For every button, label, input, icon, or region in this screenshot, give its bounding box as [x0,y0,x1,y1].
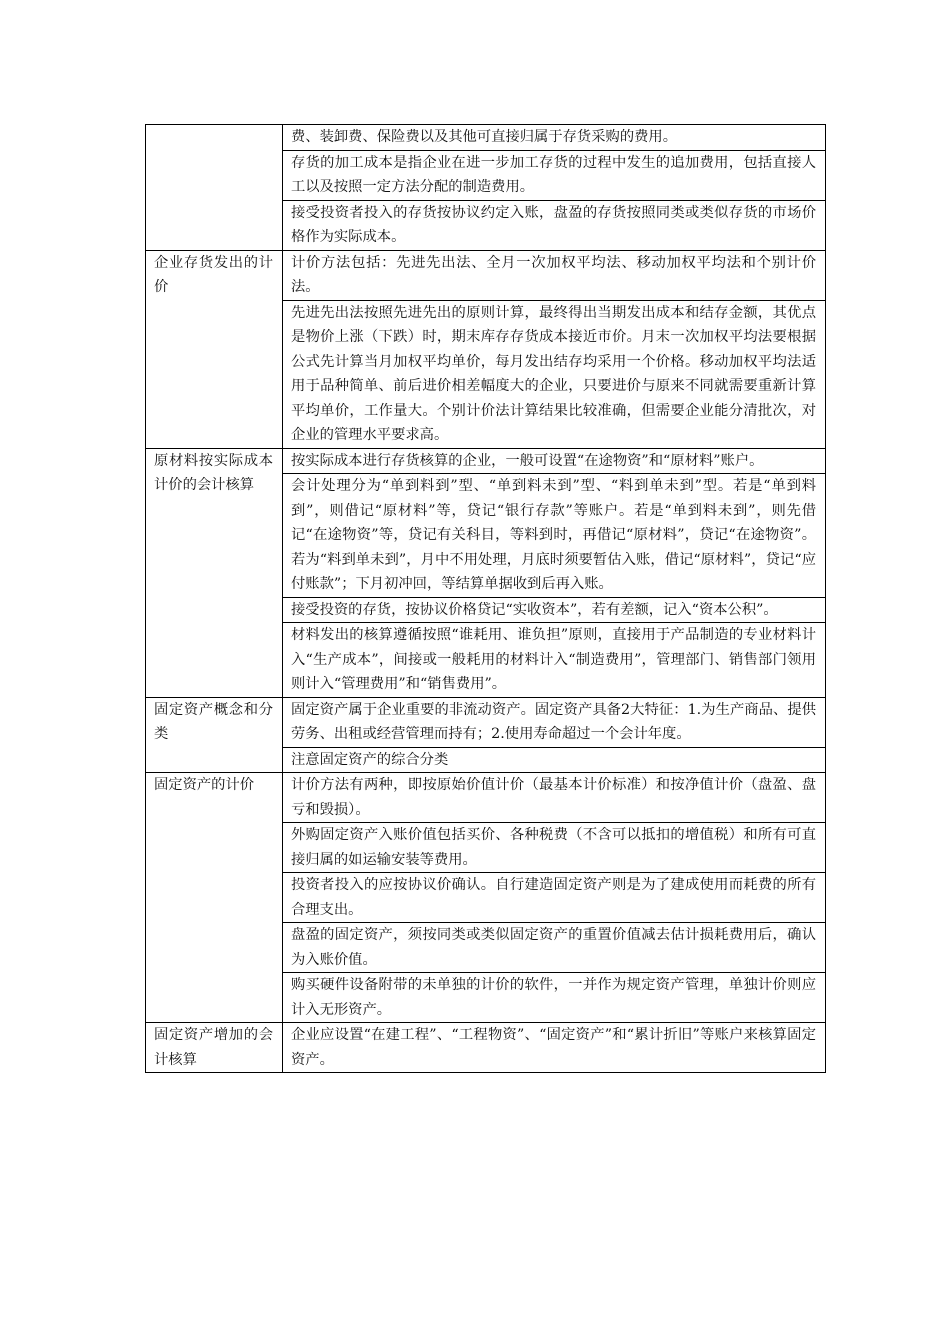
point-cell: 购买硬件设备附带的未单独的计价的软件，一并作为规定资产管理，单独计价则应计入无形资产。 [283,973,826,1023]
point-cell: 会计处理分为“单到料到”型、“单到料未到”型、“料到单未到”型。若是“单到料到”，则借记“原材料”等，贷记“银行存款”等账户。若是“单到料未到”，则先借记“在途物资”等，贷记有关科目，等料到时，再借记“原材料”，贷记“在途物资”。若为“料到单未到”，月中不用处理，月底时须要暂估入账，借记“原材料”，贷记“应付账款”；下月初冲回，等结算单据收到后再入账。 [283,474,826,598]
table-row [146,773,826,823]
point-cell: 接受投资者投入的存货按协议约定入账，盘盈的存货按照同类或类似存货的市场价格作为实际成本。 [283,200,826,250]
topic-cell: 固定资产增加的会计核算 [146,1023,283,1073]
point-cell: 计价方法包括：先进先出法、全月一次加权平均法、移动加权平均法和个别计价法。 [283,250,826,300]
point-cell: 盘盈的固定资产，须按同类或类似固定资产的重置价值减去估计损耗费用后，确认为入账价值。 [283,923,826,973]
topic-cell: 固定资产概念和分类 [146,697,283,773]
notes-table-body [146,125,826,1073]
topic-cell: 固定资产的计价 [146,773,283,1023]
topic-cell: 企业存货发出的计价 [146,250,283,448]
point-cell: 材料发出的核算遵循按照“谁耗用、谁负担”原则，直接用于产品制造的专业材料计入“生产成本”，间接或一般耗用的材料计入“制造费用”，管理部门、销售部门领用则计入“管理费用”和“销售费用”。 [283,623,826,698]
topic-cell [146,125,283,251]
point-cell: 外购固定资产入账价值包括买价、各种税费（不含可以抵扣的增值税）和所有可直接归属的如运输安装等费用。 [283,823,826,873]
point-cell: 接受投资的存货，按协议价格贷记“实收资本”，若有差额，记入“资本公积”。 [283,597,826,623]
table-row [146,1023,826,1073]
point-cell: 按实际成本进行存货核算的企业，一般可设置“在途物资”和“原材料”账户。 [283,448,826,474]
point-cell: 注意固定资产的综合分类 [283,747,826,773]
point-cell: 计价方法有两种，即按原始价值计价（最基本计价标准）和按净值计价（盘盈、盘亏和毁损）。 [283,773,826,823]
point-cell: 投资者投入的应按协议价确认。自行建造固定资产则是为了建成使用而耗费的所有合理支出。 [283,873,826,923]
point-cell: 企业应设置“在建工程”、“工程物资”、“固定资产”和“累计折旧”等账户来核算固定资产。 [283,1023,826,1073]
topic-cell: 原材料按实际成本计价的会计核算 [146,448,283,697]
point-cell: 先进先出法按照先进先出的原则计算，最终得出当期发出成本和结存金额，其优点是物价上涨（下跌）时，期末库存存货成本接近市价。月末一次加权平均法要根据公式先计算当月加权平均单价，每月发出结存均采用一个价格。移动加权平均法适用于品种简单、前后进价相差幅度大的企业，只要进价与原来不同就需要重新计算平均单价，工作量大。个别计价法计算结果比较准确，但需要企业能分清批次，对企业的管理水平要求高。 [283,300,826,448]
table-row [146,125,826,151]
point-cell: 存货的加工成本是指企业在进一步加工存货的过程中发生的追加费用，包括直接人工以及按照一定方法分配的制造费用。 [283,150,826,200]
table-row [146,250,826,300]
point-cell: 费、装卸费、保险费以及其他可直接归属于存货采购的费用。 [283,125,826,151]
point-cell: 固定资产属于企业重要的非流动资产。固定资产具备2大特征：1.为生产商品、提供劳务、出租或经营管理而持有；2.使用寿命超过一个会计年度。 [283,697,826,747]
table-row [146,697,826,747]
table-row [146,448,826,474]
notes-table [145,124,826,1073]
